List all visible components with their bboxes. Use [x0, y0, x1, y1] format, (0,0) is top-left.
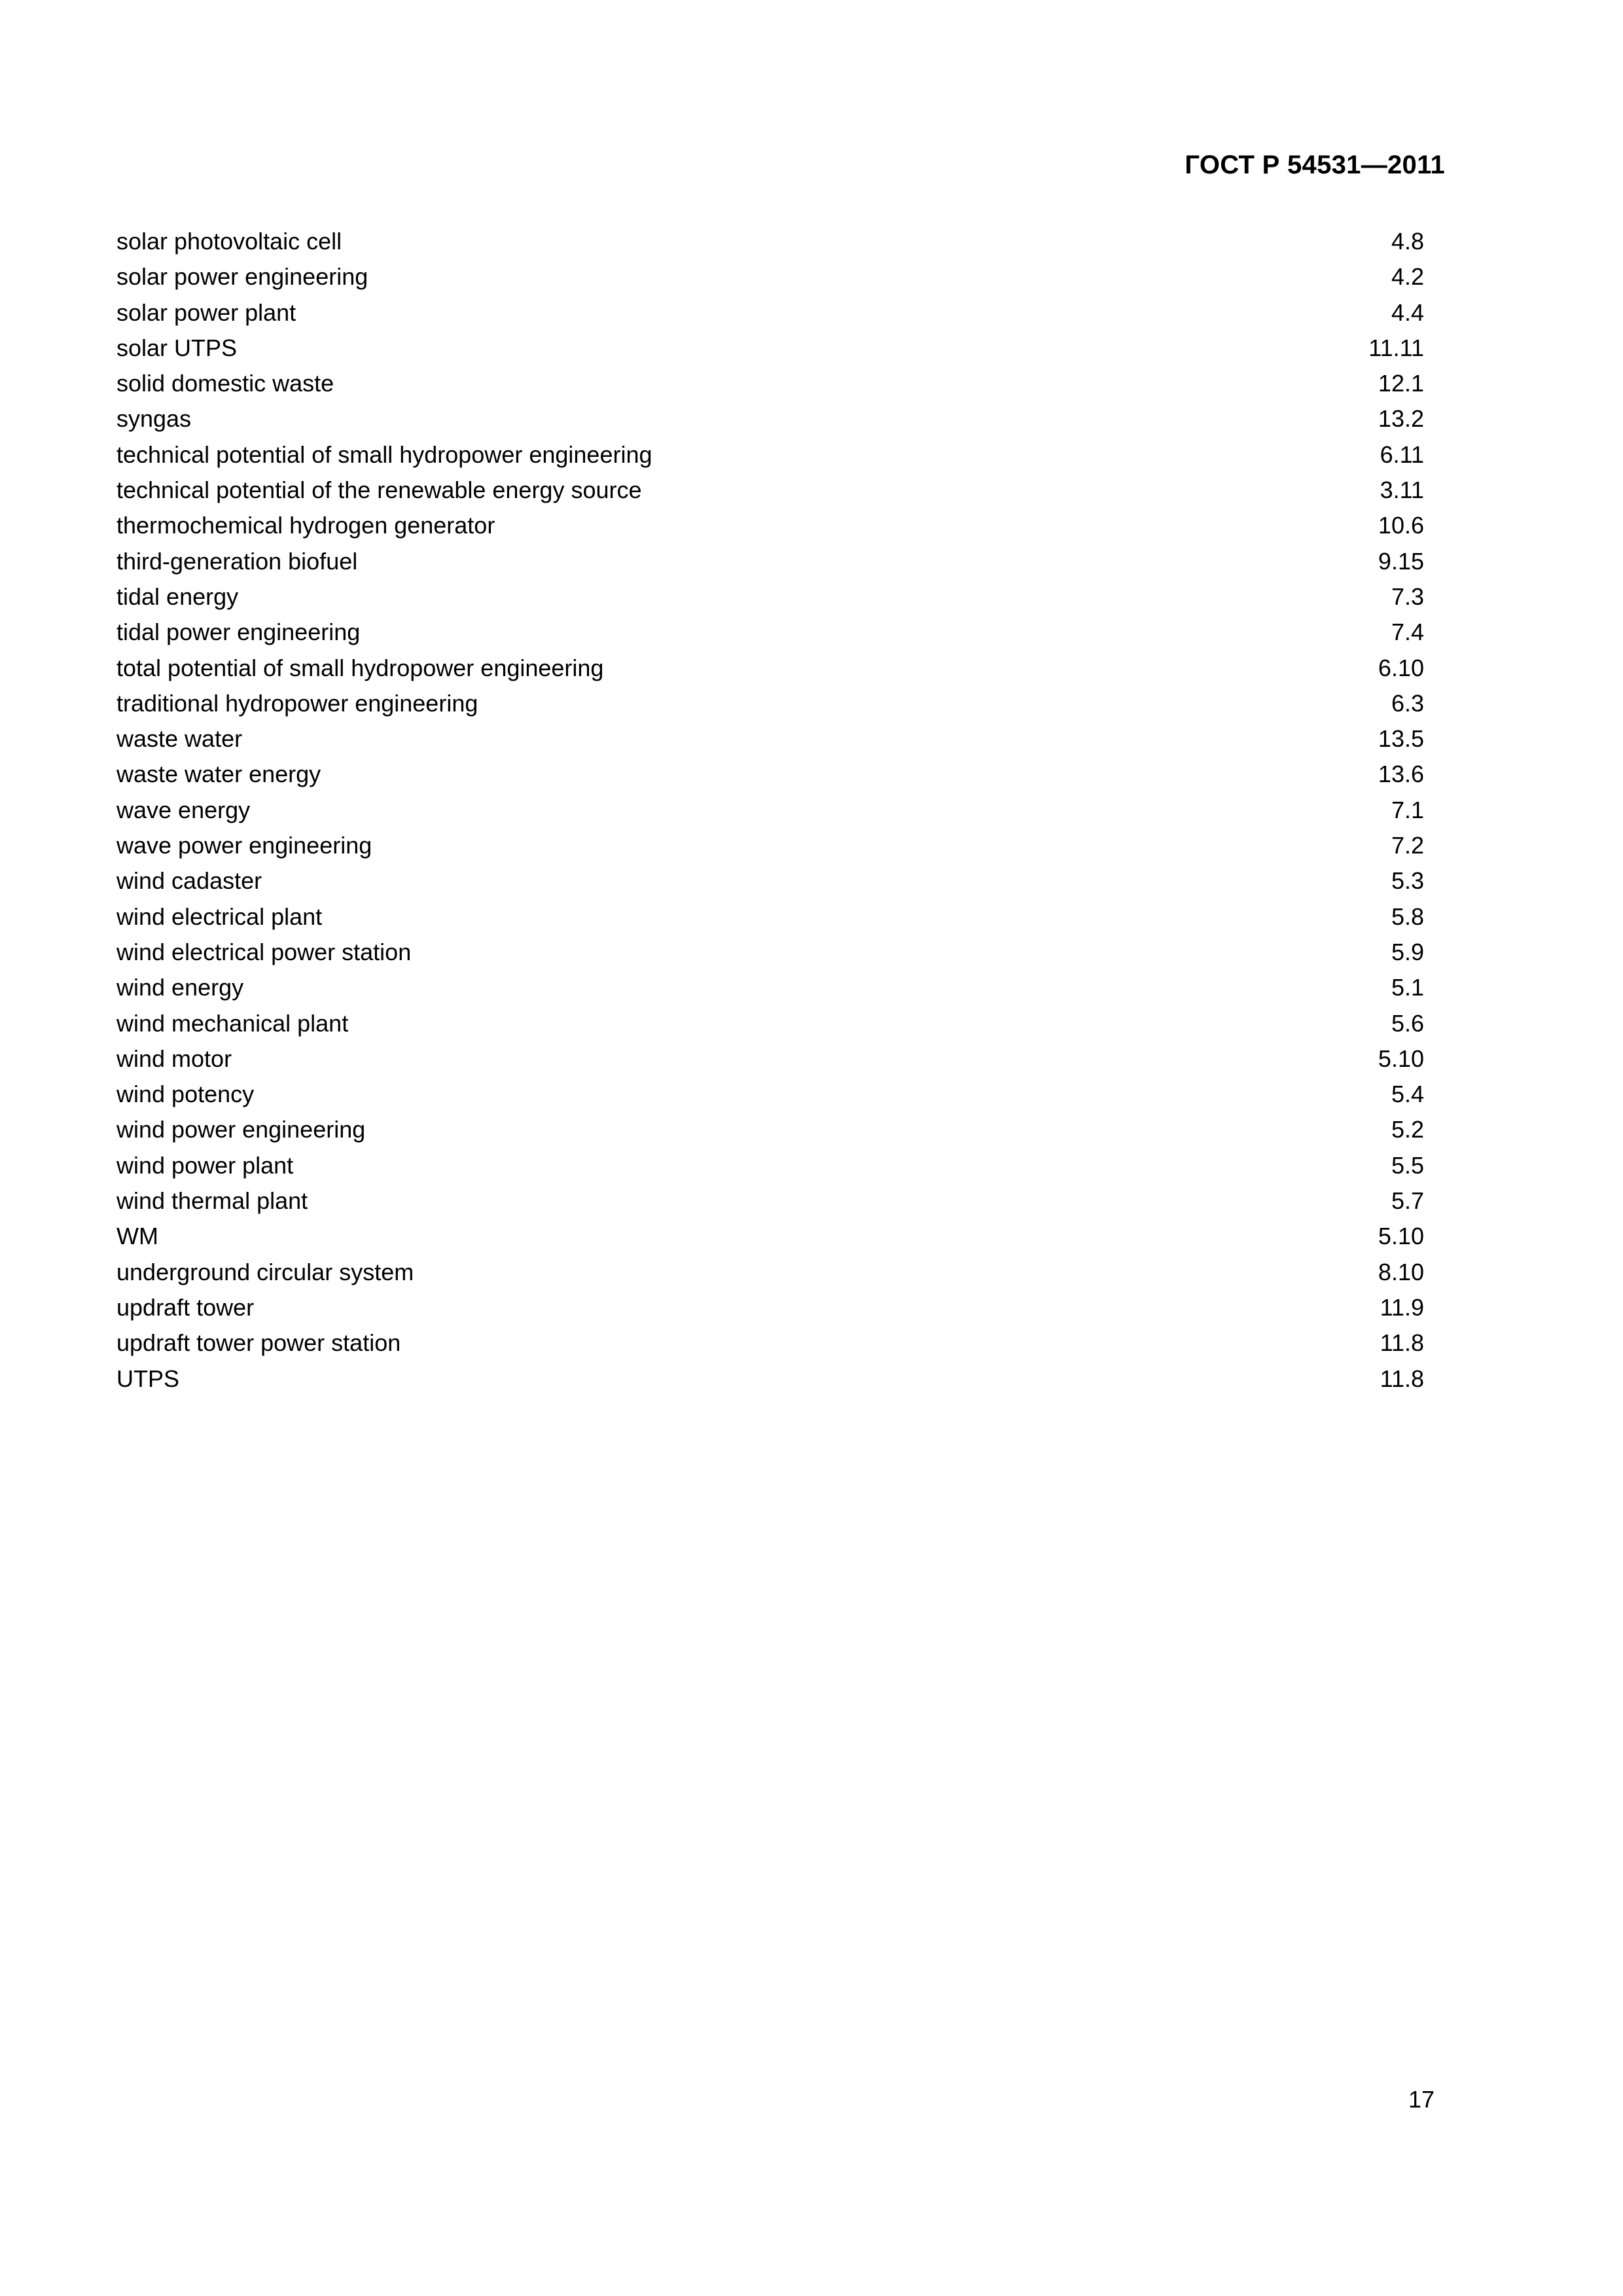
- index-term: tidal energy: [116, 583, 239, 610]
- index-reference-number: 7.3: [1391, 583, 1424, 610]
- index-term: solar power engineering: [116, 263, 368, 291]
- page-header-standard: ГОСТ Р 54531—2011: [1185, 151, 1445, 179]
- index-row: [116, 1148, 1424, 1183]
- index-row: [116, 721, 1424, 757]
- index-row: [116, 259, 1424, 295]
- index-row: [116, 366, 1424, 401]
- index-row: [116, 970, 1424, 1005]
- index-row: [116, 615, 1424, 650]
- index-term: total potential of small hydropower engineering: [116, 654, 604, 681]
- index-term: updraft tower power station: [116, 1329, 401, 1357]
- index-term: third-generation biofuel: [116, 547, 358, 575]
- index-reference-number: 13.2: [1378, 405, 1424, 433]
- index-term: technical potential of small hydropower engineering: [116, 440, 652, 468]
- index-term: waste water: [116, 725, 243, 753]
- index-reference-number: 5.5: [1391, 1151, 1424, 1179]
- index-reference-number: 6.11: [1380, 440, 1424, 468]
- index-reference-number: 5.2: [1391, 1116, 1424, 1143]
- index-row: [116, 224, 1424, 259]
- index-row: [116, 899, 1424, 935]
- index-term: tidal power engineering: [116, 619, 361, 646]
- index-term: WM: [116, 1223, 158, 1250]
- index-term: solar power plant: [116, 298, 296, 326]
- index-row: [116, 863, 1424, 899]
- index-row: [116, 473, 1424, 508]
- index-reference-number: 5.4: [1391, 1081, 1424, 1108]
- index-term: wind cadaster: [116, 867, 262, 895]
- index-term: solar photovoltaic cell: [116, 228, 342, 255]
- index-term: wind power plant: [116, 1151, 294, 1179]
- index-reference-number: 13.6: [1378, 761, 1424, 788]
- index-reference-number: 6.10: [1378, 654, 1424, 681]
- index-reference-number: 11.8: [1380, 1329, 1424, 1357]
- index-row: [116, 295, 1424, 331]
- index-term: wind thermal plant: [116, 1187, 308, 1215]
- index-term: wind motor: [116, 1045, 232, 1072]
- index-row: [116, 437, 1424, 473]
- index-term: wind electrical power station: [116, 938, 412, 965]
- index-row: [116, 828, 1424, 863]
- index-row: [116, 793, 1424, 828]
- index-term: solid domestic waste: [116, 370, 334, 397]
- index-row: [116, 1041, 1424, 1077]
- index-term: updraft tower: [116, 1293, 255, 1321]
- index-reference-number: 5.10: [1378, 1223, 1424, 1250]
- index-term: wave energy: [116, 796, 251, 823]
- index-reference-number: 4.2: [1391, 263, 1424, 291]
- index-reference-number: 7.2: [1391, 832, 1424, 859]
- index-row: [116, 1112, 1424, 1147]
- index-row: [116, 544, 1424, 579]
- index-row: [116, 1219, 1424, 1254]
- index-term: underground circular system: [116, 1258, 414, 1285]
- page-number: 17: [1408, 2086, 1435, 2113]
- index-reference-number: 5.8: [1391, 903, 1424, 930]
- index-term: syngas: [116, 405, 192, 433]
- index-reference-number: 5.7: [1391, 1187, 1424, 1215]
- index-reference-number: 9.15: [1378, 547, 1424, 575]
- index-term: traditional hydropower engineering: [116, 689, 478, 717]
- index-row: [116, 1361, 1424, 1397]
- index-term: thermochemical hydrogen generator: [116, 512, 495, 539]
- index-reference-number: 11.11: [1368, 334, 1424, 361]
- index-term: solar UTPS: [116, 334, 238, 361]
- index-row: [116, 331, 1424, 366]
- index-term: technical potential of the renewable energy source: [116, 476, 642, 504]
- index-row: [116, 686, 1424, 721]
- index-reference-number: 5.9: [1391, 938, 1424, 965]
- index-reference-number: 8.10: [1378, 1258, 1424, 1285]
- index-term: wind mechanical plant: [116, 1009, 349, 1037]
- index-row: [116, 935, 1424, 970]
- index-term: UTPS: [116, 1365, 180, 1392]
- index-reference-number: 3.11: [1380, 476, 1424, 504]
- index-reference-number: 12.1: [1378, 370, 1424, 397]
- index-row: [116, 651, 1424, 686]
- index-reference-number: 4.8: [1391, 228, 1424, 255]
- index-reference-number: 6.3: [1391, 689, 1424, 717]
- index-row: [116, 1325, 1424, 1361]
- index-term: wind potency: [116, 1081, 255, 1108]
- index-reference-number: 5.3: [1391, 867, 1424, 895]
- term-index-list: [116, 224, 1424, 1397]
- index-reference-number: 11.9: [1380, 1293, 1424, 1321]
- index-reference-number: 7.1: [1391, 796, 1424, 823]
- index-row: [116, 579, 1424, 615]
- index-reference-number: 5.10: [1378, 1045, 1424, 1072]
- index-reference-number: 10.6: [1378, 512, 1424, 539]
- index-term: wind energy: [116, 974, 244, 1001]
- index-row: [116, 1255, 1424, 1290]
- index-reference-number: 7.4: [1391, 619, 1424, 646]
- index-row: [116, 1077, 1424, 1112]
- index-reference-number: 5.6: [1391, 1009, 1424, 1037]
- index-reference-number: 4.4: [1391, 298, 1424, 326]
- index-reference-number: 11.8: [1380, 1365, 1424, 1392]
- index-term: waste water energy: [116, 761, 321, 788]
- index-term: wave power engineering: [116, 832, 372, 859]
- index-term: wind electrical plant: [116, 903, 323, 930]
- index-reference-number: 13.5: [1378, 725, 1424, 753]
- index-term: wind power engineering: [116, 1116, 366, 1143]
- index-row: [116, 508, 1424, 543]
- index-row: [116, 1290, 1424, 1325]
- index-row: [116, 1006, 1424, 1041]
- index-row: [116, 401, 1424, 437]
- index-reference-number: 5.1: [1391, 974, 1424, 1001]
- index-row: [116, 757, 1424, 792]
- index-row: [116, 1183, 1424, 1219]
